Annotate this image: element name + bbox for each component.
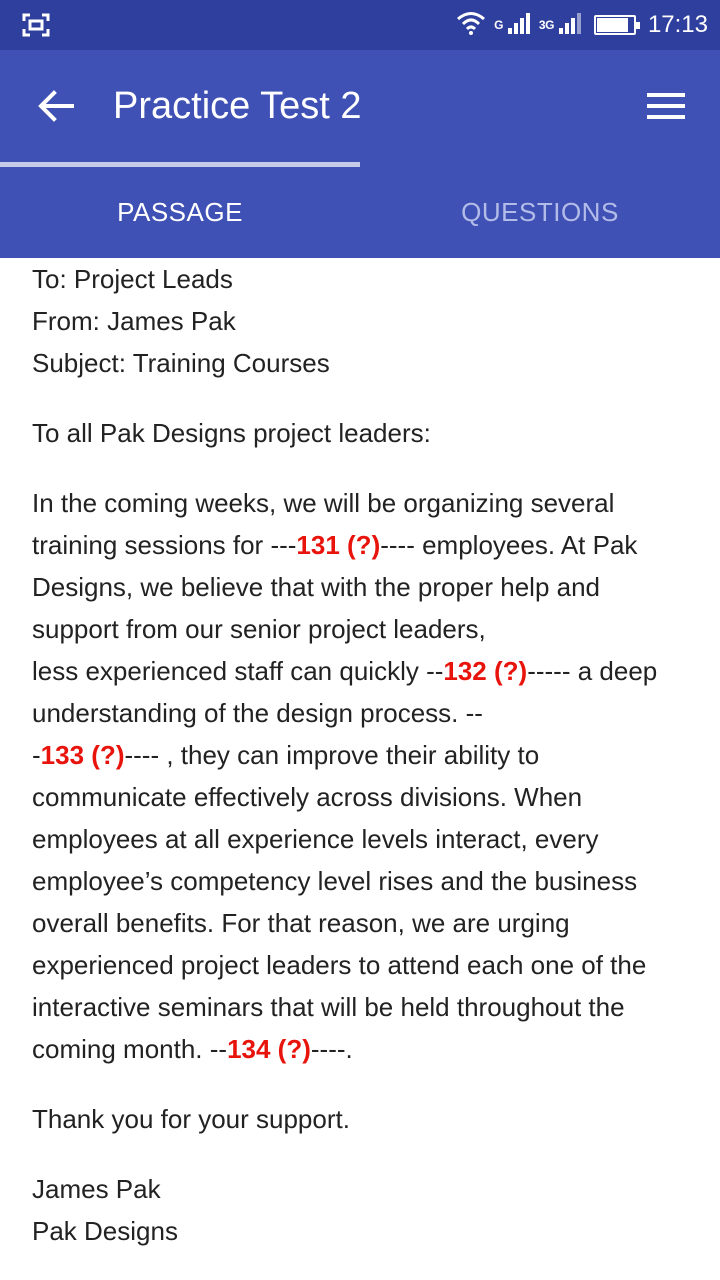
tab-questions[interactable]: QUESTIONS	[461, 197, 619, 227]
hamburger-menu-icon	[647, 92, 685, 125]
memo-subject: Subject: Training Courses	[32, 348, 330, 378]
blank-134[interactable]: 134 (?)	[227, 1034, 311, 1064]
body-text: -	[32, 740, 41, 770]
body-text: ---- employees. At Pak Designs, we believe that with the proper help and support from our senior project leaders,	[32, 530, 638, 644]
page-title: Practice Test 2	[113, 85, 362, 127]
body-text: In the coming weeks, we will be organizing several training sessions for ---	[32, 488, 615, 560]
arrow-back-icon	[38, 90, 74, 127]
wifi-icon	[456, 11, 486, 40]
battery-icon	[594, 15, 636, 35]
memo-from: From: James Pak	[32, 306, 236, 336]
menu-button[interactable]	[638, 80, 694, 136]
signature	[32, 1168, 692, 1252]
body-text: ----.	[310, 1034, 353, 1064]
status-bar	[0, 0, 720, 50]
back-button[interactable]	[28, 80, 84, 136]
memo-header	[32, 258, 692, 384]
body-text: ----- a deep understanding of the design process. --	[32, 656, 658, 728]
blank-131[interactable]: 131 (?)	[296, 530, 381, 560]
greeting: To all Pak Designs project leaders:	[32, 418, 431, 448]
signature-company: Pak Designs	[32, 1216, 178, 1246]
network-type-2: 3G	[538, 18, 554, 32]
body-text: ---- , they can improve their ability to communicate effectively across divisions. When employees at all experience levels interact, every employee’s competency level rises and the business overall benefits. For that reason, we are urging experienced project leaders to attend each one of the interactive seminars that will be held throughout the coming month. --	[32, 740, 647, 1064]
passage-content	[32, 258, 692, 1252]
network-type-1: G	[494, 18, 503, 32]
screenshot-icon	[22, 13, 50, 37]
signal-icon-2	[558, 11, 582, 40]
passage-body	[32, 482, 692, 1070]
body-text: less experienced staff can quickly --	[32, 656, 444, 686]
signal-icon	[507, 11, 531, 40]
memo-to: To: Project Leads	[32, 264, 233, 294]
battery-level	[597, 18, 628, 32]
app-bar	[0, 50, 720, 258]
blank-133[interactable]: 133 (?)	[40, 740, 125, 770]
closing: Thank you for your support.	[32, 1104, 350, 1134]
tab-passage[interactable]: PASSAGE	[117, 197, 243, 227]
blank-132[interactable]: 132 (?)	[443, 656, 528, 686]
status-time: 17:13	[647, 11, 708, 38]
signature-name: James Pak	[32, 1174, 161, 1204]
